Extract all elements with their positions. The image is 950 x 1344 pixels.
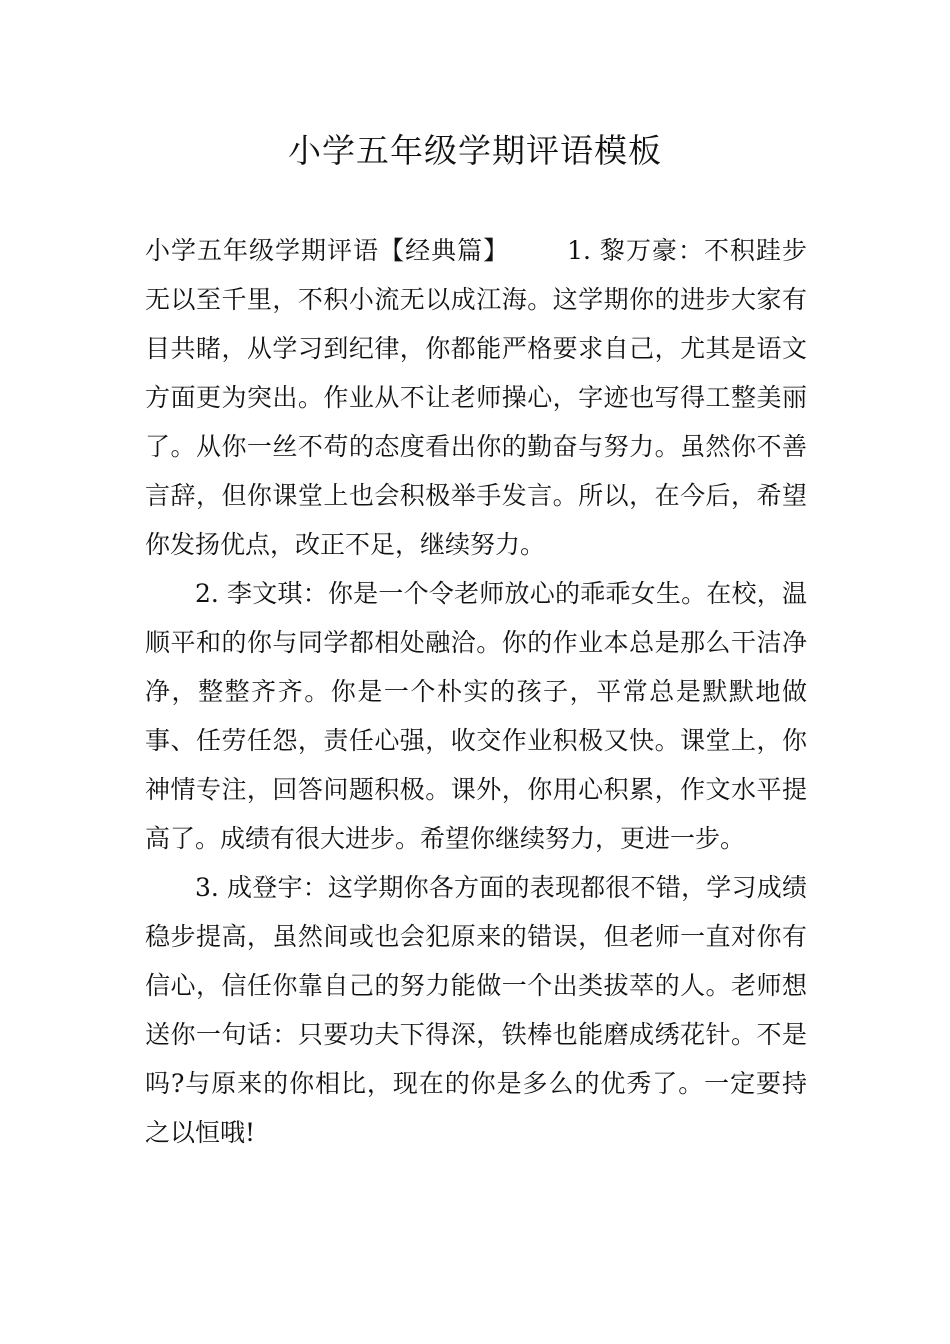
paragraph-1	[145, 226, 807, 569]
paragraph-3: 3. 成登宇：这学期你各方面的表现都很不错，学习成绩稳步提高，虽然间或也会犯原来的错误，但老师一直对你有信心，信任你靠自己的努力能做一个出类拔萃的人。老师想送你一句话：只要功夫下得深，铁棒也能磨成绣花针。不是吗?与原来的你相比，现在的你是多么的优秀了。一定要持之以恒哦!	[145, 873, 807, 1147]
document-body	[145, 226, 807, 1157]
page-title: 小学五年级学期评语模板	[288, 131, 662, 170]
paragraph-2: 2. 李文琪：你是一个令老师放心的乖乖女生。在校，温顺平和的你与同学都相处融洽。你的作业本总是那么干洁净净，整整齐齐。你是一个朴实的孩子，平常总是默默地做事、任劳任怨，责任心强，收交作业积极又快。课堂上，你神情专注，回答问题积极。课外，你用心积累，作文水平提高了。成绩有很大进步。希望你继续努力，更进一步。	[145, 579, 807, 853]
paragraph-1-text: 1. 黎万豪：不积跬步无以至千里，不积小流无以成江海。这学期你的进步大家有目共睹，从学习到纪律，你都能严格要求自己，尤其是语文方面更为突出。作业从不让老师操心，字迹也写得工整美丽了。从你一丝不苟的态度看出你的勤奋与努力。虽然你不善言辞，但你课堂上也会积极举手发言。所以，在今后，希望你发扬优点，改正不足，继续努力。	[145, 236, 807, 559]
intro-heading: 小学五年级学期评语【经典篇】	[145, 236, 510, 265]
